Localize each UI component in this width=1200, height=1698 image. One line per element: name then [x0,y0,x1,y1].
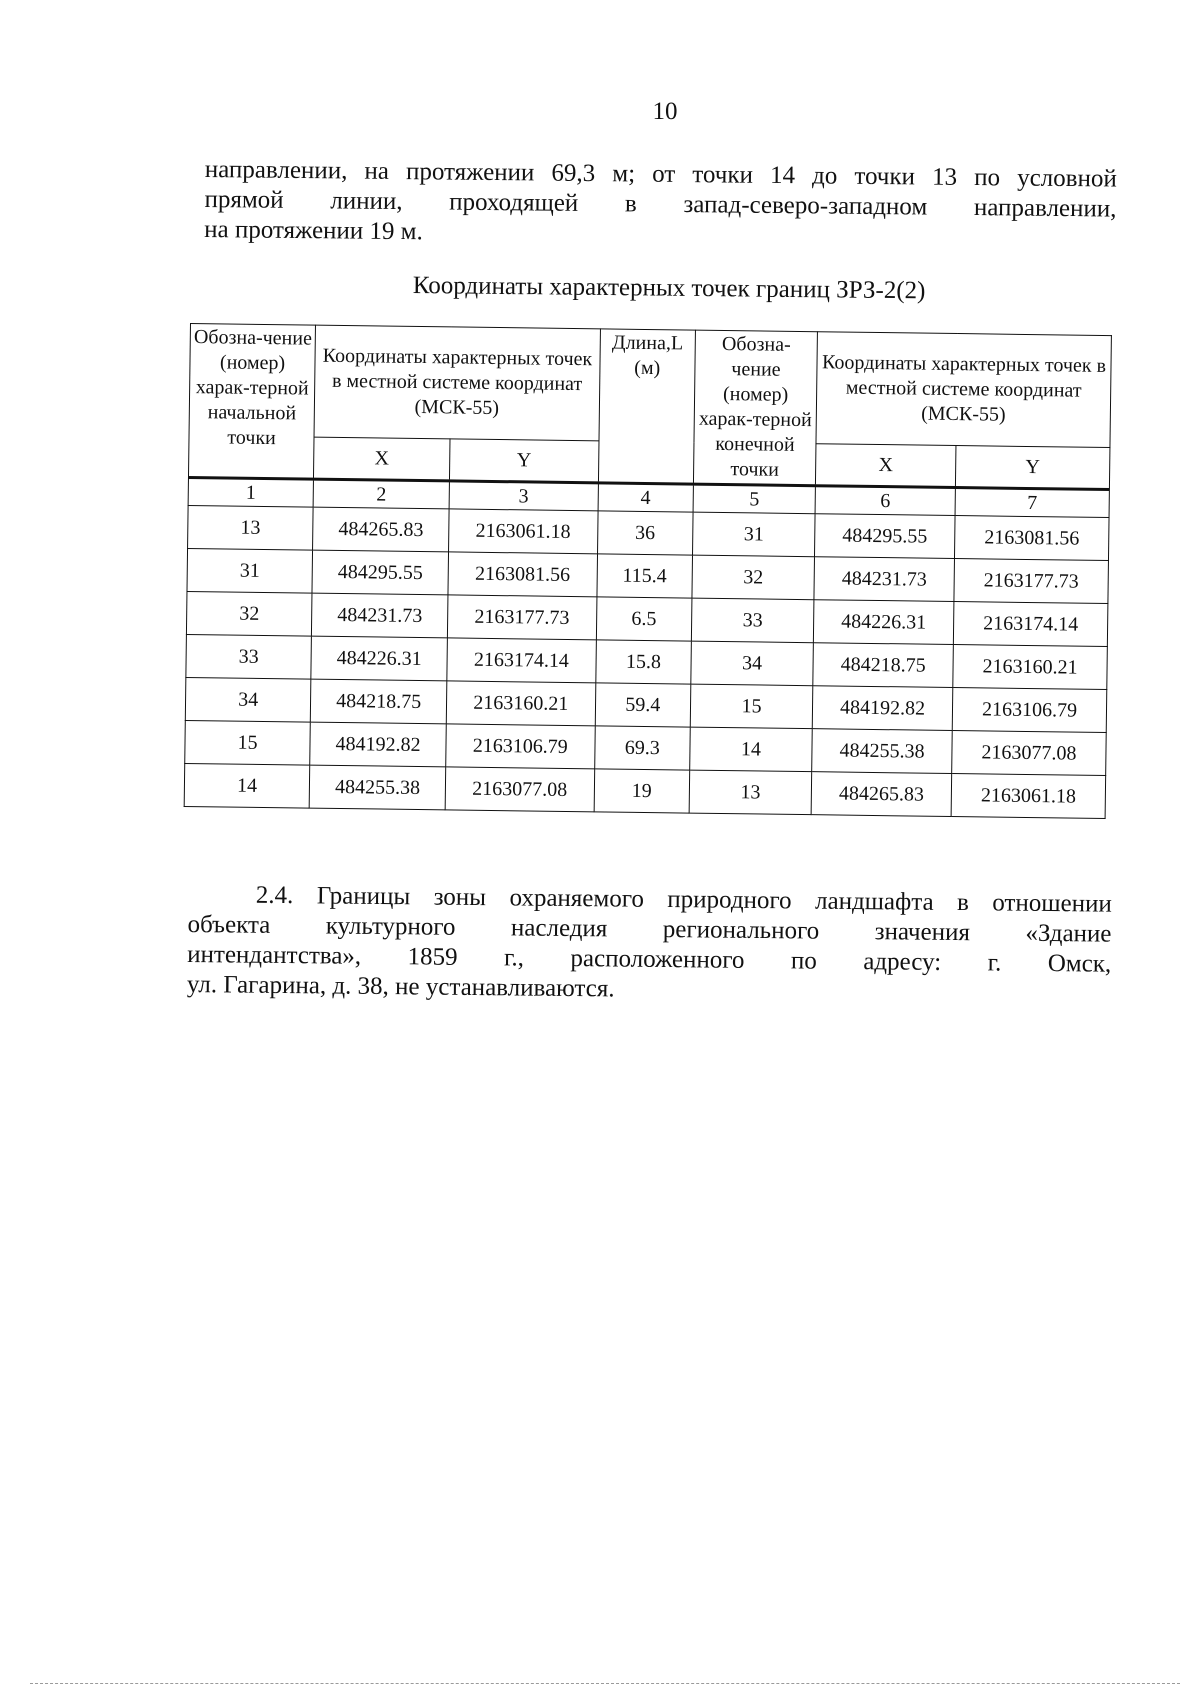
intro-paragraph [204,155,1117,255]
length-cell: 59.4 [595,683,691,727]
header-end-point: Обозна-чение (номер) харак-терной конечной точки [693,330,817,486]
length-cell: 6.5 [596,597,692,641]
header-start-point: Обозна-чение (номер) харак-терной начальной точки [188,324,315,480]
start-x-cell: 484218.75 [310,679,446,724]
header-coords-start: Координаты характерных точек в местной системе координат (МСК-55) [314,325,600,441]
column-number: 2 [313,479,449,509]
column-number: 5 [693,484,815,514]
end-point-cell: 15 [690,684,813,729]
length-cell: 69.3 [594,726,690,770]
end-x-cell: 484218.75 [813,643,954,688]
start-point-cell: 31 [187,548,313,593]
paragraph-line: ул. Гагарина, д. 38, не устанавливаются. [186,970,615,1003]
start-x-cell: 484231.73 [312,593,448,638]
header-length: Длина,L (м) [598,329,695,484]
start-x-cell: 484192.82 [310,722,446,767]
start-y-cell: 2163061.18 [449,509,598,554]
end-y-cell: 2163174.14 [953,602,1107,647]
coordinates-table [184,323,1112,819]
end-y-cell: 2163081.56 [955,516,1109,561]
column-number: 1 [188,477,314,507]
header-y: Y [956,446,1110,490]
length-cell: 15.8 [595,640,691,684]
column-number: 3 [449,481,598,511]
start-x-cell: 484255.38 [309,765,445,810]
column-number: 4 [598,483,694,512]
start-x-cell: 484295.55 [312,550,448,595]
end-y-cell: 2163077.08 [952,731,1106,776]
page-number: 10 [652,98,678,125]
start-point-cell: 34 [185,677,311,722]
header-y: Y [449,439,598,483]
paragraph-line: интендантства», 1859 г., расположенного по адресу: г. Омск, [187,940,1112,978]
start-y-cell: 2163081.56 [448,552,597,597]
length-cell: 19 [594,769,690,813]
start-x-cell: 484265.83 [313,507,449,552]
paragraph-line: прямой линии, проходящей в запад-северо-западном направлении, [204,185,1117,223]
end-x-cell: 484192.82 [812,686,953,731]
section-paragraph [187,880,1112,1010]
end-x-cell: 484265.83 [811,772,952,817]
paragraph-line: объекта культурного наследия регионального значения «Здание [187,910,1112,948]
start-y-cell: 2163174.14 [447,638,596,683]
end-y-cell: 2163061.18 [951,774,1105,819]
end-y-cell: 2163160.21 [953,645,1107,690]
header-x: X [314,437,450,481]
end-point-cell: 13 [689,770,812,815]
start-point-cell: 13 [188,505,314,550]
length-cell: 36 [597,511,693,555]
start-point-cell: 14 [184,763,310,808]
start-point-cell: 15 [185,720,311,765]
end-point-cell: 14 [690,727,813,772]
header-coords-end: Координаты характерных точек в местной системе координат (МСК-55) [816,332,1111,448]
end-y-cell: 2163106.79 [952,688,1106,733]
header-x: X [815,444,956,488]
paragraph-indent [188,902,256,903]
paragraph-line-text: 2.4. Границы зоны охраняемого природного ландшафта в отношении [255,881,1112,918]
paragraph-line: на протяжении 19 м. [204,215,423,246]
start-y-cell: 2163160.21 [446,681,595,726]
start-x-cell: 484226.31 [311,636,447,681]
start-y-cell: 2163177.73 [447,595,596,640]
end-point-cell: 34 [691,641,814,686]
end-x-cell: 484255.38 [812,729,953,774]
column-number: 7 [955,488,1109,518]
end-y-cell: 2163177.73 [954,559,1108,604]
end-x-cell: 484295.55 [815,514,956,559]
length-cell: 115.4 [597,554,693,598]
paragraph-line: направлении, на протяжении 69,3 м; от точки 14 до точки 13 по условной [204,155,1117,193]
scan-edge-line [30,1683,1180,1684]
start-point-cell: 32 [186,591,312,636]
end-x-cell: 484226.31 [813,600,954,645]
end-point-cell: 31 [693,512,816,557]
start-y-cell: 2163106.79 [446,724,595,769]
start-y-cell: 2163077.08 [445,767,594,812]
end-point-cell: 32 [692,555,815,600]
table-title: Координаты характерных точек границ ЗРЗ-2(2) [412,272,926,305]
column-number: 6 [815,486,955,516]
end-point-cell: 33 [691,598,814,643]
end-x-cell: 484231.73 [814,557,955,602]
start-point-cell: 33 [186,634,312,679]
